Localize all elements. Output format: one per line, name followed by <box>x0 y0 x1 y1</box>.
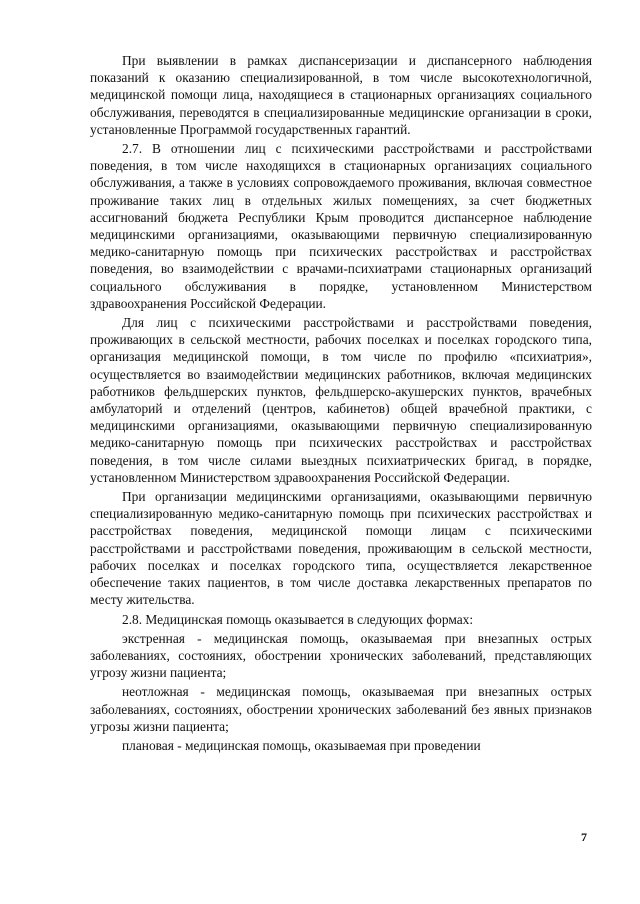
page-number: 7 <box>581 830 587 844</box>
paragraph-2-7-dispensary-observation: 2.7. В отношении лиц с психическими расстройствами и расстройствами поведения, в том числе находящихся в стационарных организациях социального обслуживания, а также в условиях сопровождаемого проживания, включая совместное проживание таких лиц в отдельных жилых помещениях, за счет бюджетных ассигнований бюджета Республики Крым проводится диспансерное наблюдение медицинскими организациями, оказывающими первичную специализированную медико-санитарную помощь при психических расстройствах и расстройствах поведения, во взаимодействии с врачами-психиатрами стационарных организаций социального обслуживания в порядке, установленном Министерством здравоохранения Российской Федерации. <box>90 141 592 311</box>
paragraph-specialized-care-transfer: При выявлении в рамках диспансеризации и диспансерного наблюдения показаний к оказанию специализированной, в том числе высокотехнологичной, медицинской помощи лица, находящиеся в стационарных организациях социального обслуживания, переводятся в специализированные медицинские организации в сроки, установленные Программой государственных гарантий. <box>90 53 592 137</box>
paragraph-rural-psychiatric-care: Для лиц с психическими расстройствами и расстройствами поведения, проживающих в сельской местности, рабочих поселках и поселках городского типа, организация медицинской помощи, в том числе по профилю «психиатрия», осуществляется во взаимодействии медицинских работников, включая медицинских работников фельдшерских пунктов, фельдшерско-акушерских пунктов, врачебных амбулаторий и отделений (центров, кабинетов) общей врачебной практики, с медицинскими организациями, оказывающими первичную специализированную медико-санитарную помощь при психических расстройствах и расстройствах поведения, в том числе силами выездных психиатрических бригад, в порядке, установленном Министерством здравоохранения Российской Федерации. <box>90 315 592 485</box>
paragraph-2-8-forms-of-care: 2.8. Медицинская помощь оказывается в следующих формах: <box>122 611 474 627</box>
paragraph-emergency-care: экстренная - медицинская помощь, оказываемая при внезапных острых заболеваниях, состояниях, обострении хронических заболеваний, представляющих угрозу жизни пациента; <box>90 630 592 681</box>
paragraph-urgent-care: неотложная - медицинская помощь, оказываемая при внезапных острых заболеваниях, состояниях, обострении хронических заболеваний без явных признаков угрозы жизни пациента; <box>90 684 592 734</box>
paragraph-drug-supply: При организации медицинскими организациями, оказывающими первичную специализированную медико-санитарную помощь при психических расстройствах и расстройствах поведения, медицинской помощи лицам с психическими расстройствами и расстройствами поведения, проживающим в сельской местности, рабочих поселках и поселках городского типа, осуществляется лекарственное обеспечение таких пациентов, в том числе доставка лекарственных препаратов по месту жительства. <box>90 489 592 608</box>
paragraph-planned-care: плановая - медицинская помощь, оказываемая при проведении <box>122 737 481 753</box>
document-body <box>90 52 592 756</box>
